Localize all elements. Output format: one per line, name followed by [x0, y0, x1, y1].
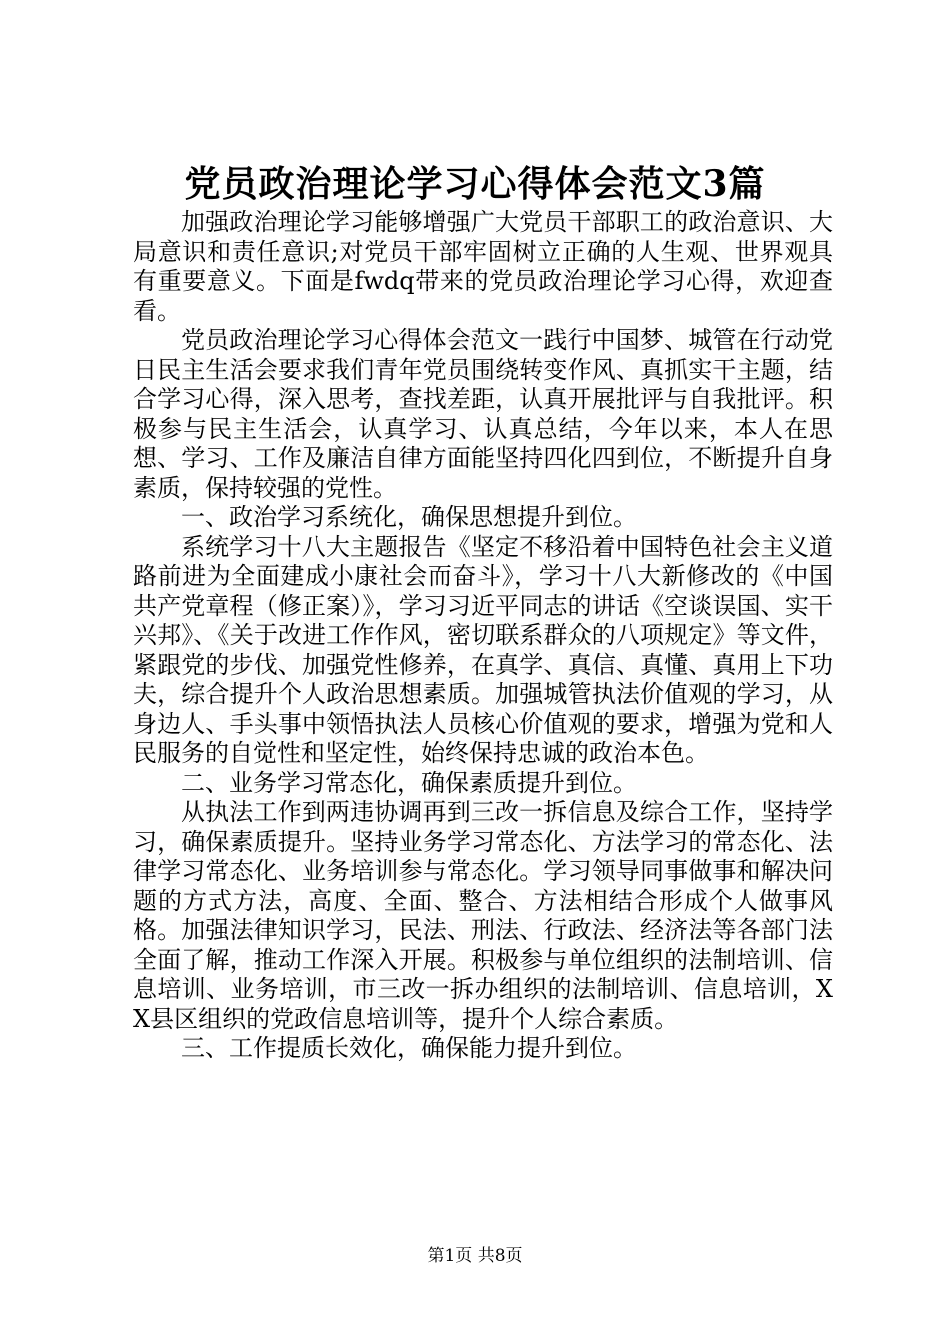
section-heading-business-study: 二、业务学习常态化，确保素质提升到位。	[181, 768, 637, 797]
paragraph-business-study: 从执法工作到两违协调再到三改一拆信息及综合工作，坚持学习，确保素质提升。坚持业务学习常态化、方法学习的常态化、法律学习常态化、业务培训参与常态化。学习领导同事做事和解决问题的方式方法，高度、全面、整合、方法相结合形成个人做事风格。加强法律知识学习，民法、刑法、行政法、经济法等各部门法全面了解，推动工作深入开展。积极参与单位组织的法制培训、信息培训、业务培训，市三改一拆办组织的法制培训、信息培训，XX县区组织的党政信息培训等，提升个人综合素质。	[133, 798, 833, 1033]
section-heading-work-quality: 三、工作提质长效化，确保能力提升到位。	[181, 1034, 637, 1062]
paragraph-article-one: 党员政治理论学习心得体会范文一践行中国梦、城管在行动党日民主生活会要求我们青年党员围绕转变作风、真抓实干主题，结合学习心得，深入思考，查找差距，认真开展批评与自我批评。积极参与民主生活会，认真学习、认真总结，今年以来，本人在思想、学习、工作及廉洁自律方面能坚持四化四到位，不断提升自身素质，保持较强的党性。	[133, 326, 833, 502]
page-title: 党员政治理论学习心得体会范文3篇	[184, 163, 766, 205]
paragraph-intro: 加强政治理论学习能够增强广大党员干部职工的政治意识、大局意识和责任意识;对党员干部牢固树立正确的人生观、世界观具有重要意义。下面是fwdq带来的党员政治理论学习心得，欢迎查看。	[133, 208, 833, 325]
paragraph-political-study: 系统学习十八大主题报告《坚定不移沿着中国特色社会主义道路前进为全面建成小康社会而奋斗》，学习十八大新修改的《中国共产党章程（修正案）》，学习习近平同志的讲话《空谈误国、实干兴邦》、《关于改进工作作风，密切联系群众的八项规定》等文件，紧跟党的步伐、加强党性修养，在真学、真信、真懂、真用上下功夫，综合提升个人政治思想素质。加强城管执法价值观的学习，从身边人、手头事中领悟执法人员核心价值观的要求，增强为党和人民服务的自觉性和坚定性，始终保持忠诚的政治本色。	[133, 532, 833, 767]
section-heading-political-study: 一、政治学习系统化，确保思想提升到位。	[181, 503, 637, 531]
document-body	[133, 208, 833, 1064]
page-indicator: 第1页 共8页	[427, 1246, 523, 1266]
